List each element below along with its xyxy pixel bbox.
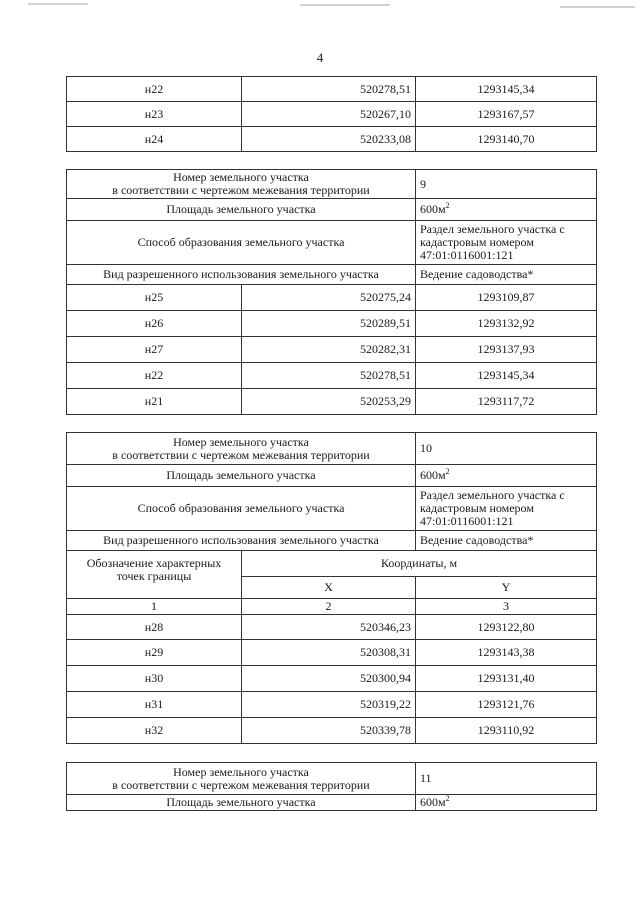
table-row [67, 311, 597, 337]
table-row [67, 666, 597, 692]
table-row [67, 692, 597, 718]
point-cell: н28 [67, 615, 242, 640]
permitted-use-row [67, 531, 597, 551]
formation-method-label: Способ образования земельного участка [67, 487, 416, 531]
x-cell: 520267,10 [242, 102, 416, 127]
point-cell: н32 [67, 718, 242, 744]
plot-number-value: 9 [416, 170, 597, 199]
permitted-use-label: Вид разрешенного использования земельного участка [67, 265, 416, 285]
y-header: Y [416, 577, 597, 599]
point-cell: н21 [67, 389, 242, 415]
y-cell: 1293140,70 [416, 127, 597, 152]
x-cell: 520278,51 [242, 363, 416, 389]
formation-method-label: Способ образования земельного участка [67, 221, 416, 265]
y-cell: 1293122,80 [416, 615, 597, 640]
y-cell: 1293110,92 [416, 718, 597, 744]
y-cell: 1293121,76 [416, 692, 597, 718]
x-header: X [242, 577, 416, 599]
y-cell: 1293145,34 [416, 363, 597, 389]
table-row [67, 640, 597, 666]
plot-area-value: $600м^2$ [416, 465, 597, 487]
table-row [67, 363, 597, 389]
x-cell: 520282,31 [242, 337, 416, 363]
column-number: 1 [67, 599, 242, 615]
plot-area-value: $600м^2$ [416, 199, 597, 221]
y-cell: 1293131,40 [416, 666, 597, 692]
table-row [67, 389, 597, 415]
formation-method-row [67, 487, 597, 531]
plot-number-row [67, 763, 597, 795]
scan-mark-mid [300, 4, 390, 6]
point-cell: н22 [67, 363, 242, 389]
table-row [67, 615, 597, 640]
x-cell: 520308,31 [242, 640, 416, 666]
formation-method-row [67, 221, 597, 265]
plot-area-label: Площадь земельного участка [67, 795, 416, 811]
y-cell: 1293145,34 [416, 77, 597, 102]
x-cell: 520319,22 [242, 692, 416, 718]
plot-number-row [67, 433, 597, 465]
table-row [67, 337, 597, 363]
table-row [67, 127, 597, 152]
x-cell: 520339,78 [242, 718, 416, 744]
x-cell: 520275,24 [242, 285, 416, 311]
x-cell: 520289,51 [242, 311, 416, 337]
point-cell: н26 [67, 311, 242, 337]
plot-area-label: Площадь земельного участка [67, 465, 416, 487]
point-cell: н31 [67, 692, 242, 718]
x-cell: 520253,29 [242, 389, 416, 415]
y-cell: 1293109,87 [416, 285, 597, 311]
y-cell: 1293132,92 [416, 311, 597, 337]
plot-number-label: Номер земельного участка в соответствии с чертежом межевания территории [67, 763, 416, 795]
plot-10-table [66, 432, 597, 744]
column-number: 3 [416, 599, 597, 615]
y-cell: 1293137,93 [416, 337, 597, 363]
plot-number-label: Номер земельного участка в соответствии с чертежом межевания территории [67, 170, 416, 199]
column-number: 2 [242, 599, 416, 615]
table-row [67, 718, 597, 744]
plot-number-value: 11 [416, 763, 597, 795]
point-cell: н30 [67, 666, 242, 692]
x-cell: 520300,94 [242, 666, 416, 692]
x-cell: 520278,51 [242, 77, 416, 102]
permitted-use-value: Ведение садоводства* [416, 531, 597, 551]
formation-method-value: Раздел земельного участка с кадастровым номером 47:01:0116001:121 [416, 221, 597, 265]
scan-mark-left [28, 3, 88, 5]
y-cell: 1293167,57 [416, 102, 597, 127]
plot-area-row [67, 199, 597, 221]
coordinates-table-continuation [66, 76, 597, 152]
permitted-use-value: Ведение садоводства* [416, 265, 597, 285]
coordinates-header: Координаты, м [242, 551, 597, 577]
page-number: 4 [316, 50, 324, 65]
permitted-use-row [67, 265, 597, 285]
point-cell: н27 [67, 337, 242, 363]
plot-11-table [66, 762, 597, 811]
points-header: Обозначение характерных точек границы [67, 551, 242, 599]
plot-area-label: Площадь земельного участка [67, 199, 416, 221]
formation-method-value: Раздел земельного участка с кадастровым номером 47:01:0116001:121 [416, 487, 597, 531]
point-cell: н23 [67, 102, 242, 127]
plot-number-row [67, 170, 597, 199]
header-row [67, 551, 597, 577]
table-row [67, 102, 597, 127]
point-cell: н24 [67, 127, 242, 152]
column-number-row [67, 599, 597, 615]
plot-9-table [66, 169, 597, 415]
y-cell: 1293143,38 [416, 640, 597, 666]
plot-number-label: Номер земельного участка в соответствии с чертежом межевания территории [67, 433, 416, 465]
plot-area-value: $600м^2$ [416, 795, 597, 811]
point-cell: н29 [67, 640, 242, 666]
plot-number-value: 10 [416, 433, 597, 465]
permitted-use-label: Вид разрешенного использования земельного участка [67, 531, 416, 551]
x-cell: 520233,08 [242, 127, 416, 152]
plot-area-row [67, 465, 597, 487]
point-cell: н22 [67, 77, 242, 102]
point-cell: н25 [67, 285, 242, 311]
x-cell: 520346,23 [242, 615, 416, 640]
plot-area-row [67, 795, 597, 811]
scan-mark-right [560, 6, 635, 8]
table-row [67, 77, 597, 102]
table-row [67, 285, 597, 311]
y-cell: 1293117,72 [416, 389, 597, 415]
